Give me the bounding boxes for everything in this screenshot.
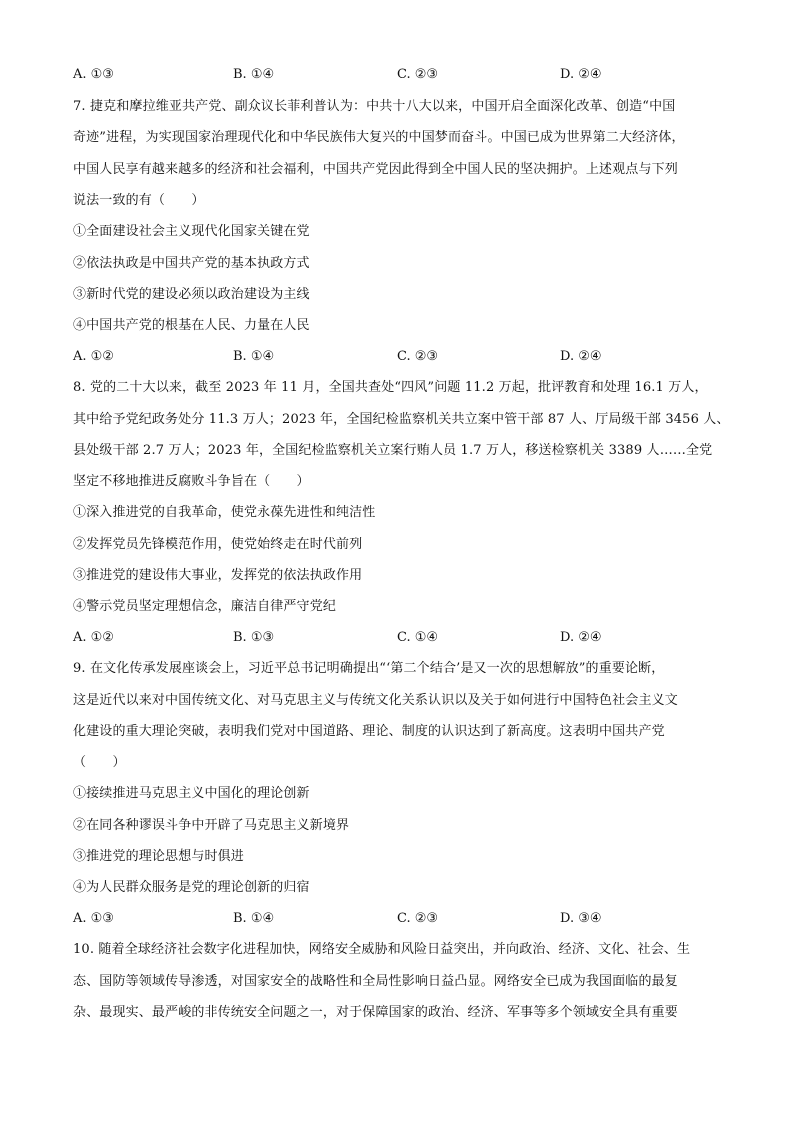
q10-stem-line: 10. 随着全球经济社会数字化进程加快，网络安全威胁和风险日益突出，并向政治、经济、文化、社会、生 [73,942,691,957]
q9-option-a[interactable]: A. ①③ [73,911,114,926]
q9-stem-line: （ ） [73,755,126,770]
q9-stem-line: 化建设的重大理论突破，表明我们党对中国道路、理论、制度的认识达到了新高度。这表明中国共产党 [73,724,665,739]
q8-item: ④警示党员坚定理想信念，廉洁自律严守党纪 [73,599,337,614]
q7-option-a[interactable]: A. ①② [73,349,114,364]
q8-item: ①深入推进党的自我革命，使党永葆先进性和纯洁性 [73,505,376,520]
q8-stem-line: 其中给予党纪政务处分 11.3 万人；2023 年，全国纪检监察机关共立案中管干部 87 人、厅局级干部 3456 人、 [73,412,730,427]
q7-item: ④中国共产党的根基在人民、力量在人民 [73,318,310,333]
q6-option-a[interactable]: A. ①③ [73,67,114,82]
q9-option-b[interactable]: B. ①④ [233,911,275,926]
q9-options [73,909,733,929]
q8-option-c[interactable]: C. ①④ [397,630,439,645]
q7-option-d[interactable]: D. ②④ [560,349,602,364]
q8-options [73,628,733,648]
q8-option-d[interactable]: D. ②④ [560,630,602,645]
q10-stem-line: 态、国防等领域传导渗透，对国家安全的战略性和全局性影响日益凸显。网络安全已成为我国面临的最复 [73,974,678,989]
q9-item: ③推进党的理论思想与时俱进 [73,849,244,864]
q9-option-c[interactable]: C. ②③ [397,911,439,926]
q9-item: ④为人民群众服务是党的理论创新的归宿 [73,880,310,895]
q7-stem-line: 奇迹”进程，为实现国家治理现代化和中华民族伟大复兴的中国梦而奋斗。中国已成为世界第二大经济体， [73,130,685,145]
q7-item: ①全面建设社会主义现代化国家关键在党 [73,224,310,239]
q7-stem-line: 7. 捷克和摩拉维亚共产党、副众议长菲利普认为：中共十八大以来，中国开启全面深化改革、创造“中国 [73,99,676,114]
q6-option-c[interactable]: C. ②③ [397,67,439,82]
q8-stem-line: 8. 党的二十大以来，截至 2023 年 11 月，全国共查处“四风”问题 11.2 万起，批评教育和处理 16.1 万人， [73,380,708,395]
q9-stem-line: 9. 在文化传承发展座谈会上，习近平总书记明确提出“‘第二个结合’是又一次的思想解放”的重要论断， [73,661,665,676]
q8-item: ②发挥党员先锋模范作用，使党始终走在时代前列 [73,537,363,552]
q9-option-d[interactable]: D. ③④ [560,911,602,926]
q6-options [73,65,733,85]
q7-item: ③新时代党的建设必须以政治建设为主线 [73,287,310,302]
q8-stem-line: 坚定不移地推进反腐败斗争旨在（ ） [73,474,310,489]
q7-option-b[interactable]: B. ①④ [233,349,275,364]
q9-stem-line: 这是近代以来对中国传统文化、对马克思主义与传统文化关系认识以及关于如何进行中国特色社会主义文 [73,693,678,708]
q8-option-b[interactable]: B. ①③ [233,630,275,645]
q6-option-d[interactable]: D. ②④ [560,67,602,82]
q10-stem-line: 杂、最现实、最严峻的非传统安全问题之一，对于保障国家的政治、经济、军事等多个领域安全具有重要 [73,1005,678,1020]
q8-item: ③推进党的建设伟大事业，发挥党的依法执政作用 [73,568,363,583]
q9-item: ②在同各种谬误斗争中开辟了马克思主义新境界 [73,818,350,833]
q9-item: ①接续推进马克思主义中国化的理论创新 [73,786,310,801]
q7-item: ②依法执政是中国共产党的基本执政方式 [73,256,310,271]
q6-option-b[interactable]: B. ①④ [233,67,275,82]
q7-options [73,347,733,367]
q8-stem-line: 县处级干部 2.7 万人；2023 年，全国纪检监察机关立案行贿人员 1.7 万人，移送检察机关 3389 人……全党 [73,443,713,458]
q8-option-a[interactable]: A. ①② [73,630,114,645]
q7-option-c[interactable]: C. ②③ [397,349,439,364]
q7-stem-line: 说法一致的有（ ） [73,193,205,208]
q7-stem-line: 中国人民享有越来越多的经济和社会福利，中国共产党因此得到全中国人民的坚决拥护。上述观点与下列 [73,162,678,177]
